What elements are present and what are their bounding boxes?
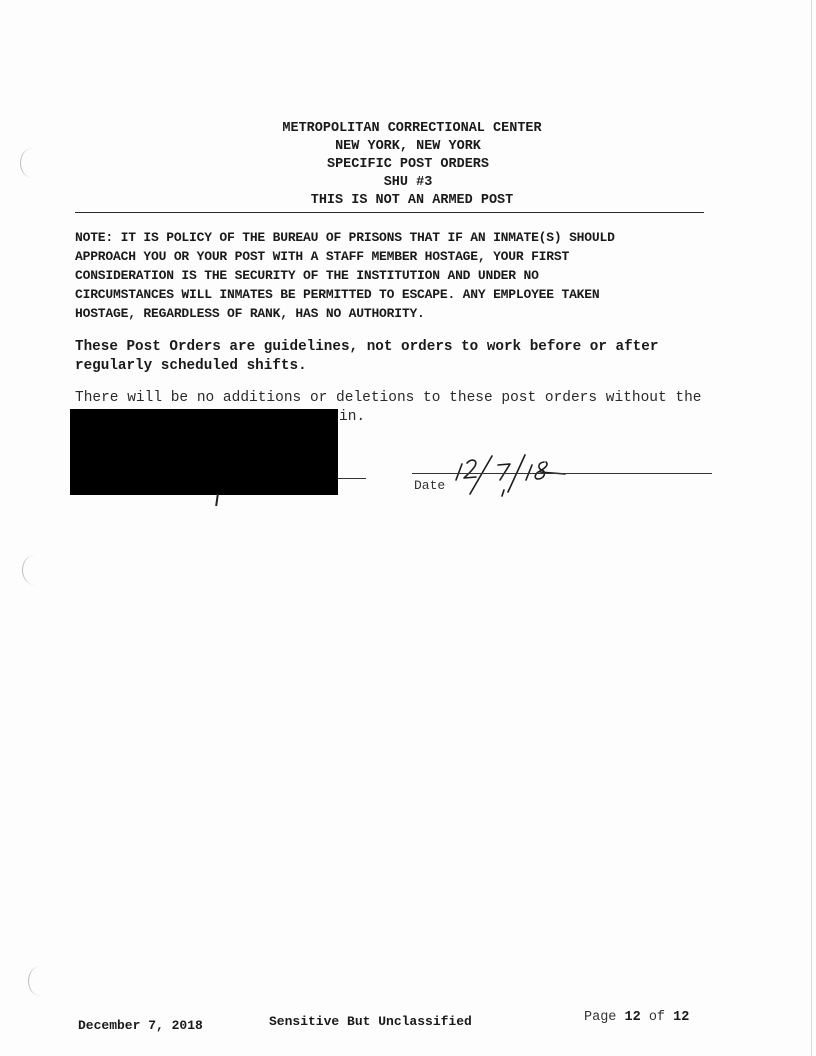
header-document-type: SPECIFIC POST ORDERS (326, 157, 490, 172)
note-line: APPROACH YOU OR YOUR POST WITH A STAFF MEMBER HOSTAGE, YOUR FIRST (75, 249, 570, 264)
header-post-name: SHU #3 (383, 175, 433, 190)
redaction-block (70, 409, 338, 495)
footer-date: December 7, 2018 (78, 1018, 203, 1033)
header-location: NEW YORK, NEW YORK (335, 139, 481, 154)
header-armed-status: THIS IS NOT AN ARMED POST (310, 193, 514, 208)
signature-line (338, 478, 366, 479)
header-divider (75, 212, 704, 213)
signature-mark (215, 494, 219, 506)
date-label: Date (414, 478, 446, 493)
additions-line: There will be no additions or deletions to these post orders without the (75, 390, 702, 406)
date-line (412, 473, 712, 474)
page-of: of (648, 1010, 666, 1025)
footer-page-number (584, 1010, 689, 1025)
punch-hole-mark (22, 555, 47, 585)
guidelines-line: These Post Orders are guidelines, not orders to work before or after (75, 339, 659, 355)
page-prefix: Page (584, 1010, 617, 1025)
page-current: 12 (624, 1010, 641, 1025)
handwritten-date (450, 450, 580, 498)
footer-classification: Sensitive But Unclassified (269, 1014, 472, 1029)
page-total: 12 (673, 1010, 690, 1025)
note-line: CIRCUMSTANCES WILL INMATES BE PERMITTED TO ESCAPE. ANY EMPLOYEE TAKEN (75, 287, 600, 302)
guidelines-line: regularly scheduled shifts. (75, 358, 307, 374)
document-header (0, 120, 816, 210)
note-line: HOSTAGE, REGARDLESS OF RANK, HAS NO AUTHORITY. (75, 306, 425, 321)
note-line: CONSIDERATION IS THE SECURITY OF THE INSTITUTION AND UNDER NO (75, 268, 539, 283)
additions-line: in. (339, 409, 366, 425)
note-line: NOTE: IT IS POLICY OF THE BUREAU OF PRISONS THAT IF AN INMATE(S) SHOULD (75, 230, 615, 245)
punch-hole-mark (28, 966, 53, 996)
guidelines-paragraph (75, 338, 765, 376)
policy-note (75, 228, 755, 323)
header-institution: METROPOLITAN CORRECTIONAL CENTER (282, 121, 542, 136)
